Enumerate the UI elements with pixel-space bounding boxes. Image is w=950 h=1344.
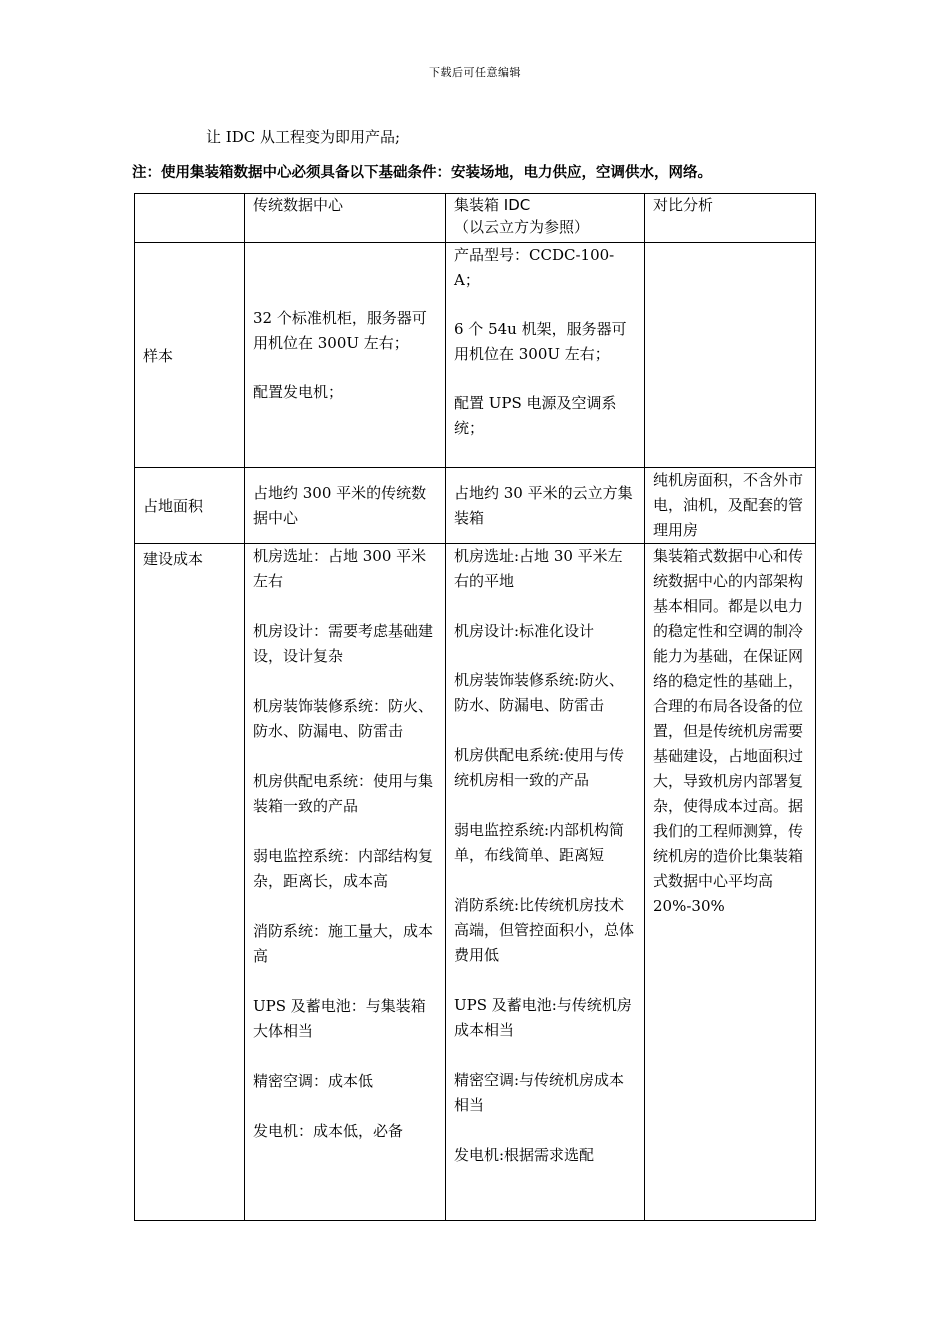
row-label-cost: 建设成本 bbox=[135, 544, 245, 1221]
cell-paragraph: 机房供配电系统：使用与集装箱一致的产品 bbox=[253, 772, 434, 815]
cell-area-analysis: 纯机房面积，不含外市电，油机，及配套的管理用房 bbox=[645, 468, 816, 544]
cell-paragraph: 机房选址：占地 300 平米左右 bbox=[253, 547, 427, 590]
cell-paragraph: UPS 及蓄电池：与集装箱大体相当 bbox=[253, 997, 426, 1040]
cell-paragraph: 消防系统:比传统机房技术高端，但管控面积小，总体费用低 bbox=[454, 896, 635, 964]
note-text: 注：使用集装箱数据中心必须具备以下基础条件：安装场地，电力供应，空调供水，网络。 bbox=[132, 165, 712, 181]
cell-paragraph: 32 个标准机柜，服务器可用机位在 300U 左右； bbox=[253, 308, 427, 352]
cell-paragraph: 产品型号：CCDC-100-A； bbox=[454, 246, 615, 289]
cell-cost-traditional bbox=[245, 544, 446, 1221]
cell-sample-container bbox=[446, 243, 645, 468]
header-container bbox=[446, 194, 645, 243]
row-label-sample: 样本 bbox=[135, 243, 245, 468]
intro-text: 让 IDC 从工程变为即用产品; bbox=[206, 128, 401, 146]
cell-area-container: 占地约 30 平米的云立方集装箱 bbox=[446, 468, 645, 544]
header-container-line1: 集装箱 IDC bbox=[454, 196, 531, 214]
header-container-line2: （以云立方为参照） bbox=[454, 218, 590, 236]
cell-paragraph: 机房装饰装修系统：防火、防水、防漏电、防雷击 bbox=[253, 697, 434, 740]
table-row-sample bbox=[135, 243, 816, 468]
cell-paragraph: UPS 及蓄电池:与传统机房成本相当 bbox=[454, 996, 632, 1039]
cell-paragraph: 机房设计:标准化设计 bbox=[454, 622, 595, 640]
header-analysis: 对比分析 bbox=[645, 194, 816, 243]
cell-cost-container bbox=[446, 544, 645, 1221]
cell-paragraph: 机房供配电系统:使用与传统机房相一致的产品 bbox=[454, 746, 625, 789]
cell-paragraph: 机房设计：需要考虑基础建设，设计复杂 bbox=[253, 622, 434, 665]
cell-paragraph: 弱电监控系统：内部结构复杂，距离长，成本高 bbox=[253, 847, 434, 890]
cell-paragraph: 发电机:根据需求选配 bbox=[454, 1146, 595, 1164]
cell-paragraph: 发电机：成本低，必备 bbox=[253, 1122, 404, 1140]
table-row-cost bbox=[135, 544, 816, 1221]
cell-paragraph: 6 个 54u 机架，服务器可用机位在 300U 左右； bbox=[454, 320, 627, 363]
cell-paragraph: 机房选址:占地 30 平米左右的平地 bbox=[454, 547, 623, 590]
cell-paragraph: 精密空调:与传统机房成本相当 bbox=[454, 1071, 625, 1114]
cell-paragraph: 消防系统：施工量大，成本高 bbox=[253, 922, 434, 965]
cell-sample-analysis bbox=[645, 243, 816, 468]
cell-paragraph: 机房装饰装修系统:防火、防水、防漏电、防雷击 bbox=[454, 671, 625, 714]
cell-area-traditional: 占地约 300 平米的传统数据中心 bbox=[245, 468, 446, 544]
cell-paragraph: 弱电监控系统:内部机构简单，布线简单、距离短 bbox=[454, 821, 625, 864]
page-header: 下载后可任意编辑 bbox=[429, 66, 521, 79]
table-header-row bbox=[135, 194, 816, 243]
cell-paragraph: 精密空调：成本低 bbox=[253, 1072, 374, 1090]
cell-paragraph: 配置 UPS 电源及空调系统； bbox=[454, 394, 617, 437]
header-empty bbox=[135, 194, 245, 243]
comparison-table bbox=[134, 193, 816, 1221]
row-label-area: 占地面积 bbox=[135, 468, 245, 544]
cell-sample-traditional bbox=[245, 243, 446, 468]
cell-cost-analysis: 集装箱式数据中心和传统数据中心的内部架构基本相同。都是以电力的稳定性和空调的制冷能力为基础，在保证网络的稳定性的基础上，合理的布局各设备的位置，但是传统机房需要基础建设，占地面积过大，导致机房内部署复杂，使得成本过高。据我们的工程师测算，传统机房的造价比集装箱式数据中心平均高 20%-30% bbox=[645, 544, 816, 1221]
table-row-area bbox=[135, 468, 816, 544]
cell-paragraph: 配置发电机； bbox=[253, 382, 344, 401]
header-traditional: 传统数据中心 bbox=[245, 194, 446, 243]
